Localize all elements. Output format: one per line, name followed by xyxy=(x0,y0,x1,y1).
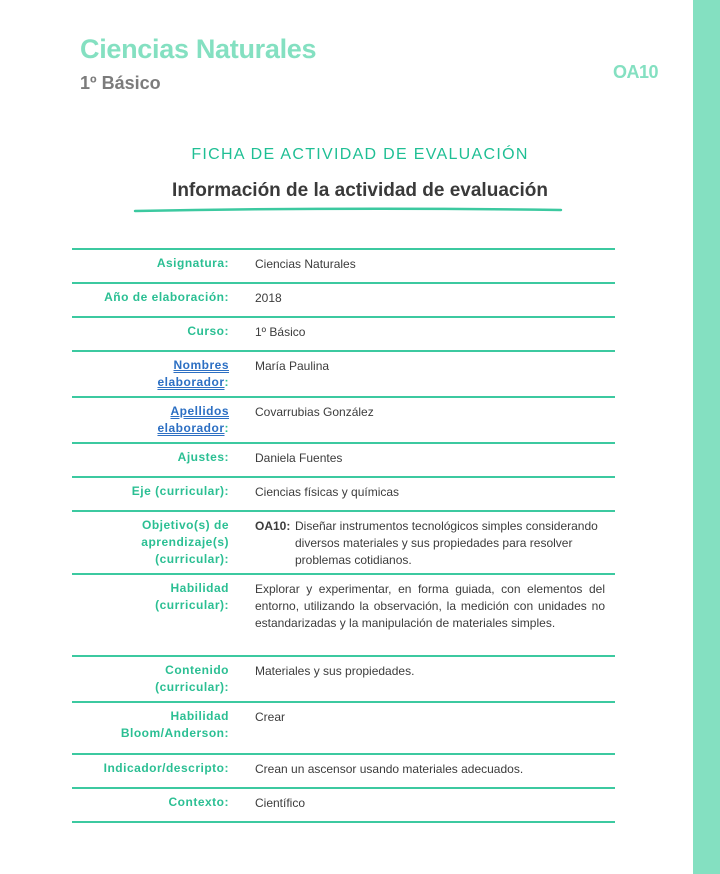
table-row xyxy=(72,656,615,702)
eje-label: Eje (curricular): xyxy=(72,477,229,511)
objetivo-oa-code: OA10: xyxy=(255,519,291,533)
oa-code: OA10 xyxy=(613,62,659,82)
table-row xyxy=(72,351,615,397)
nombres-label-part-a: Nombres xyxy=(173,358,229,372)
table-row xyxy=(72,574,615,656)
contexto-label: Contexto: xyxy=(72,788,229,822)
ajustes-label: Ajustes: xyxy=(72,443,229,477)
table-row xyxy=(72,702,615,754)
habilidad-value: Explorar y experimentar, en forma guiada, con elementos del entorno, utilizando la observación, la medición con unidades no estandarizadas y la manipulación de materiales simples. xyxy=(229,574,615,656)
anio-label: Año de elaboración: xyxy=(72,283,229,317)
indicador-label: Indicador/descripto: xyxy=(72,754,229,788)
objetivo-label-line: Objetivo(s) de xyxy=(141,518,229,532)
objetivo-value xyxy=(229,511,615,574)
table-row xyxy=(72,283,615,317)
habilidad-label xyxy=(72,574,229,656)
apellidos-label-part-b: elaborador xyxy=(157,421,225,435)
ajustes-value: Daniela Fuentes xyxy=(229,443,615,477)
asignatura-label: Asignatura: xyxy=(72,249,229,283)
table-row xyxy=(72,397,615,443)
bloom-label xyxy=(72,702,229,754)
subject-title: Ciencias Naturales xyxy=(80,34,317,64)
decorative-side-bar xyxy=(693,0,720,874)
document-type-label: FICHA DE ACTIVIDAD DE EVALUACIÓN xyxy=(191,146,529,163)
objetivo-label xyxy=(72,511,229,574)
eje-value: Ciencias físicas y químicas xyxy=(229,477,615,511)
grade-label: 1º Básico xyxy=(80,73,161,93)
nombres-label-part-b: elaborador xyxy=(157,375,225,389)
document-heading: Información de la actividad de evaluación xyxy=(172,180,548,201)
table-row xyxy=(72,477,615,511)
nombres-label xyxy=(72,351,229,397)
contexto-value: Científico xyxy=(229,788,615,822)
habilidad-label-line: (curricular): xyxy=(155,598,229,612)
table-row xyxy=(72,249,615,283)
objetivo-label-line: aprendizaje(s) xyxy=(141,535,229,549)
heading-underline xyxy=(133,205,563,215)
bloom-label-line: Bloom/Anderson: xyxy=(120,726,229,740)
apellidos-value: Covarrubias González xyxy=(229,397,615,443)
anio-value: 2018 xyxy=(229,283,615,317)
bloom-value: Crear xyxy=(229,702,615,754)
contenido-label-line: Contenido xyxy=(165,663,229,677)
activity-info-table xyxy=(72,248,615,823)
apellidos-label-suffix: : xyxy=(224,421,229,435)
habilidad-label-line: Habilidad xyxy=(170,581,229,595)
nombres-label-suffix: : xyxy=(224,375,229,389)
contenido-label xyxy=(72,656,229,702)
apellidos-label xyxy=(72,397,229,443)
table-row xyxy=(72,788,615,822)
apellidos-label-part-a: Apellidos xyxy=(170,404,229,418)
curso-value: 1º Básico xyxy=(229,317,615,351)
objetivo-label-line: (curricular): xyxy=(155,552,229,566)
table-row xyxy=(72,317,615,351)
curso-label: Curso: xyxy=(72,317,229,351)
table-row xyxy=(72,754,615,788)
nombres-value: María Paulina xyxy=(229,351,615,397)
contenido-value: Materiales y sus propiedades. xyxy=(229,656,615,702)
contenido-label-line: (curricular): xyxy=(155,680,229,694)
indicador-value: Crean un ascensor usando materiales adecuados. xyxy=(229,754,615,788)
table-row xyxy=(72,443,615,477)
bloom-label-line: Habilidad xyxy=(170,709,229,723)
objetivo-text: Diseñar instrumentos tecnológicos simples considerando diversos materiales y sus propiedades para resolver problemas cotidianos. xyxy=(295,519,598,567)
table-row xyxy=(72,511,615,574)
asignatura-value: Ciencias Naturales xyxy=(229,249,615,283)
